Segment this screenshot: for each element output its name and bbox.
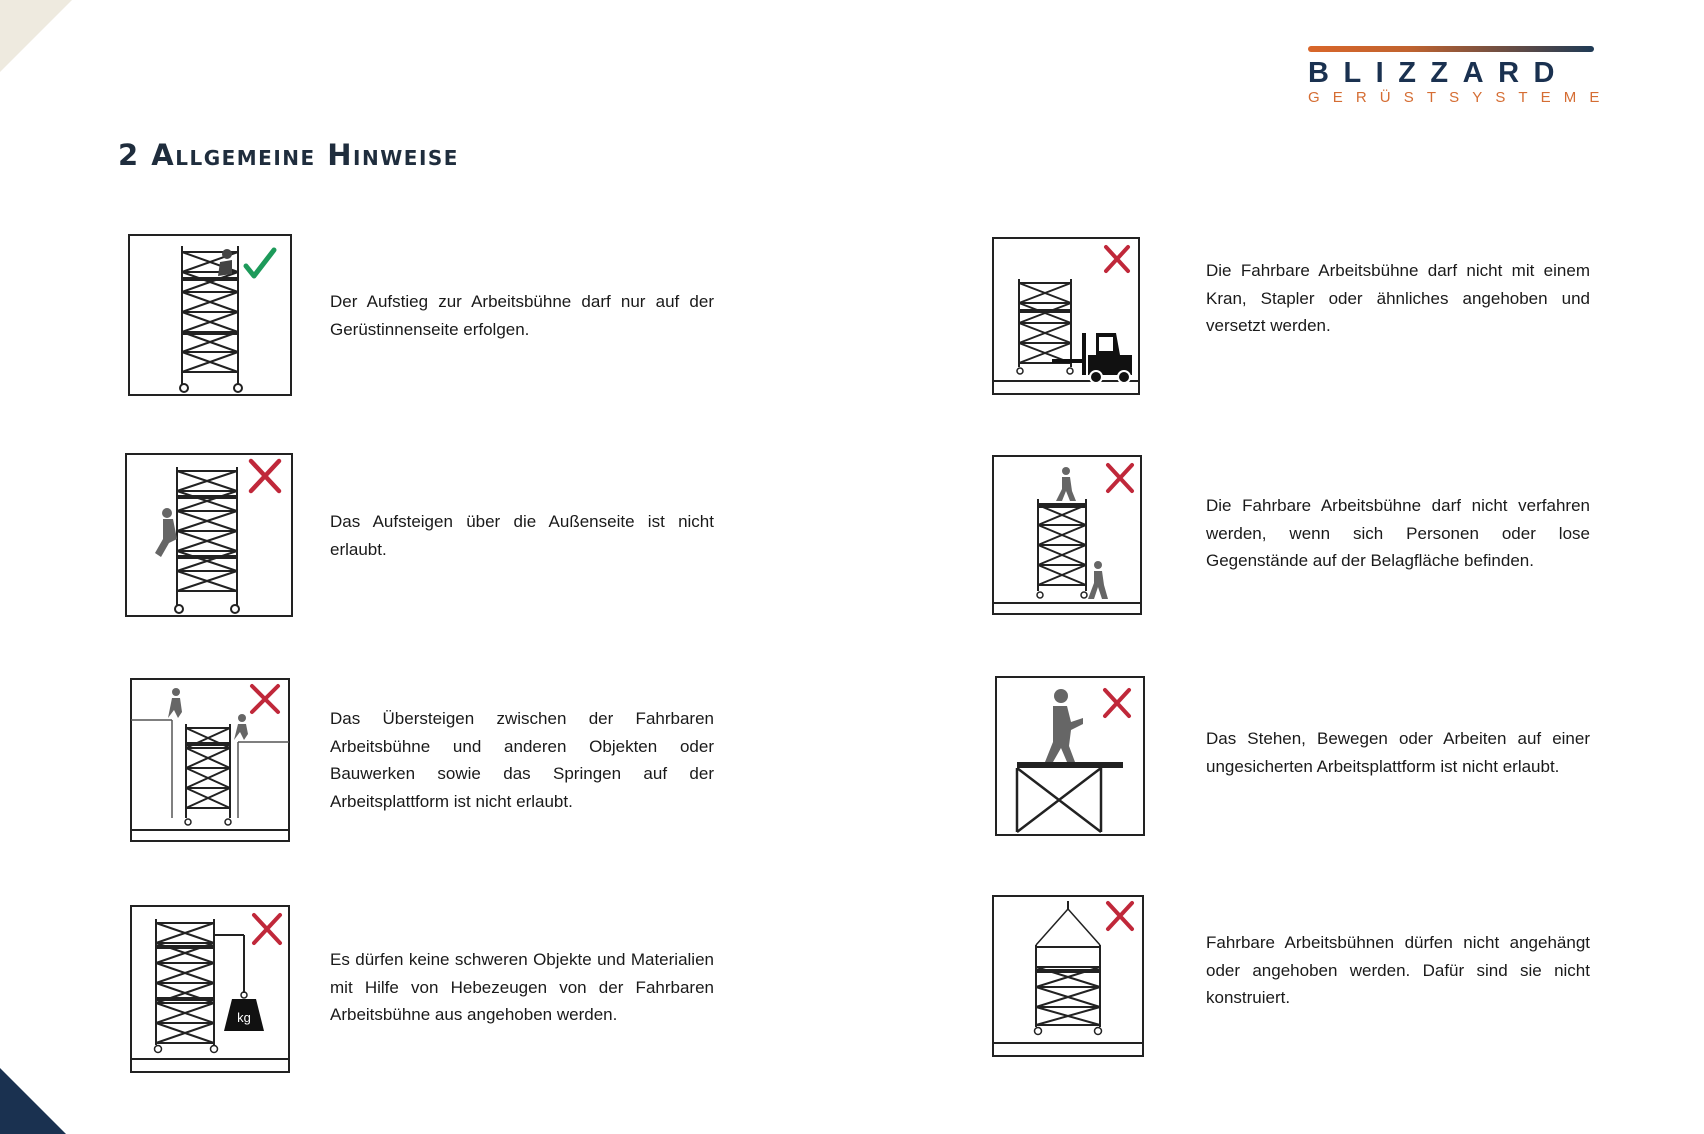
unsecured-platform-cross-icon xyxy=(995,676,1145,836)
brand-logo xyxy=(1308,46,1613,107)
tower-outer-climb-cross-icon xyxy=(125,453,293,617)
rule-4-text: Die Fahrbare Arbeitsbühne darf nicht verfahren werden, wenn sich Personen oder lose Gegenstände auf der Belagfläche befinden. xyxy=(1206,496,1590,570)
logo-accent-bar xyxy=(1308,46,1594,52)
corner-decoration-bottom xyxy=(0,1068,66,1134)
rule-4-pictogram xyxy=(992,455,1142,615)
logo-subline: GERÜSTSYSTEME xyxy=(1308,89,1613,106)
tower-hoist-load-cross-icon xyxy=(130,905,290,1073)
rule-8-pictogram xyxy=(992,895,1144,1057)
tower-crane-lift-cross-icon xyxy=(992,895,1144,1057)
corner-decoration-top xyxy=(0,0,72,72)
tower-move-with-person-cross-icon xyxy=(992,455,1142,615)
tower-inner-climb-check-icon xyxy=(128,234,292,396)
rule-6-pictogram xyxy=(995,676,1145,836)
rule-7-pictogram xyxy=(130,905,290,1073)
rule-2-pictogram xyxy=(992,237,1140,395)
page-title: 2 Allgemeine Hinweise xyxy=(118,138,459,172)
weight-label: kg xyxy=(237,1010,251,1025)
rule-6-text: Das Stehen, Bewegen oder Arbeiten auf einer ungesicherten Arbeitsplattform ist nicht erlaubt. xyxy=(1206,729,1590,776)
logo-wordmark: BLIZZARD xyxy=(1308,57,1569,89)
rule-2-text: Die Fahrbare Arbeitsbühne darf nicht mit einem Kran, Stapler oder ähnliches angehoben und versetzt werden. xyxy=(1206,261,1590,335)
rule-3-pictogram xyxy=(125,453,293,617)
rule-5-text: Das Übersteigen zwischen der Fahrbaren Arbeitsbühne und anderen Objekten oder Bauwerken sowie das Springen auf der Arbeitsplattform ist nicht erlaubt. xyxy=(330,709,714,811)
rule-8-text: Fahrbare Arbeitsbühnen dürfen nicht angehängt oder angehoben werden. Dafür sind sie nicht konstruiert. xyxy=(1206,933,1590,1007)
rule-1-text: Der Aufstieg zur Arbeitsbühne darf nur auf der Gerüstinnenseite erfolgen. xyxy=(330,292,714,339)
rule-7-text: Es dürfen keine schweren Objekte und Materialien mit Hilfe von Hebezeugen von der Fahrbaren Arbeitsbühne aus angehoben werden. xyxy=(330,950,714,1024)
tower-jump-between-cross-icon xyxy=(130,678,290,842)
rule-3-text: Das Aufsteigen über die Außenseite ist nicht erlaubt. xyxy=(330,512,714,559)
rule-1-pictogram xyxy=(128,234,292,396)
tower-forklift-cross-icon xyxy=(992,237,1140,395)
rule-5-pictogram xyxy=(130,678,290,842)
